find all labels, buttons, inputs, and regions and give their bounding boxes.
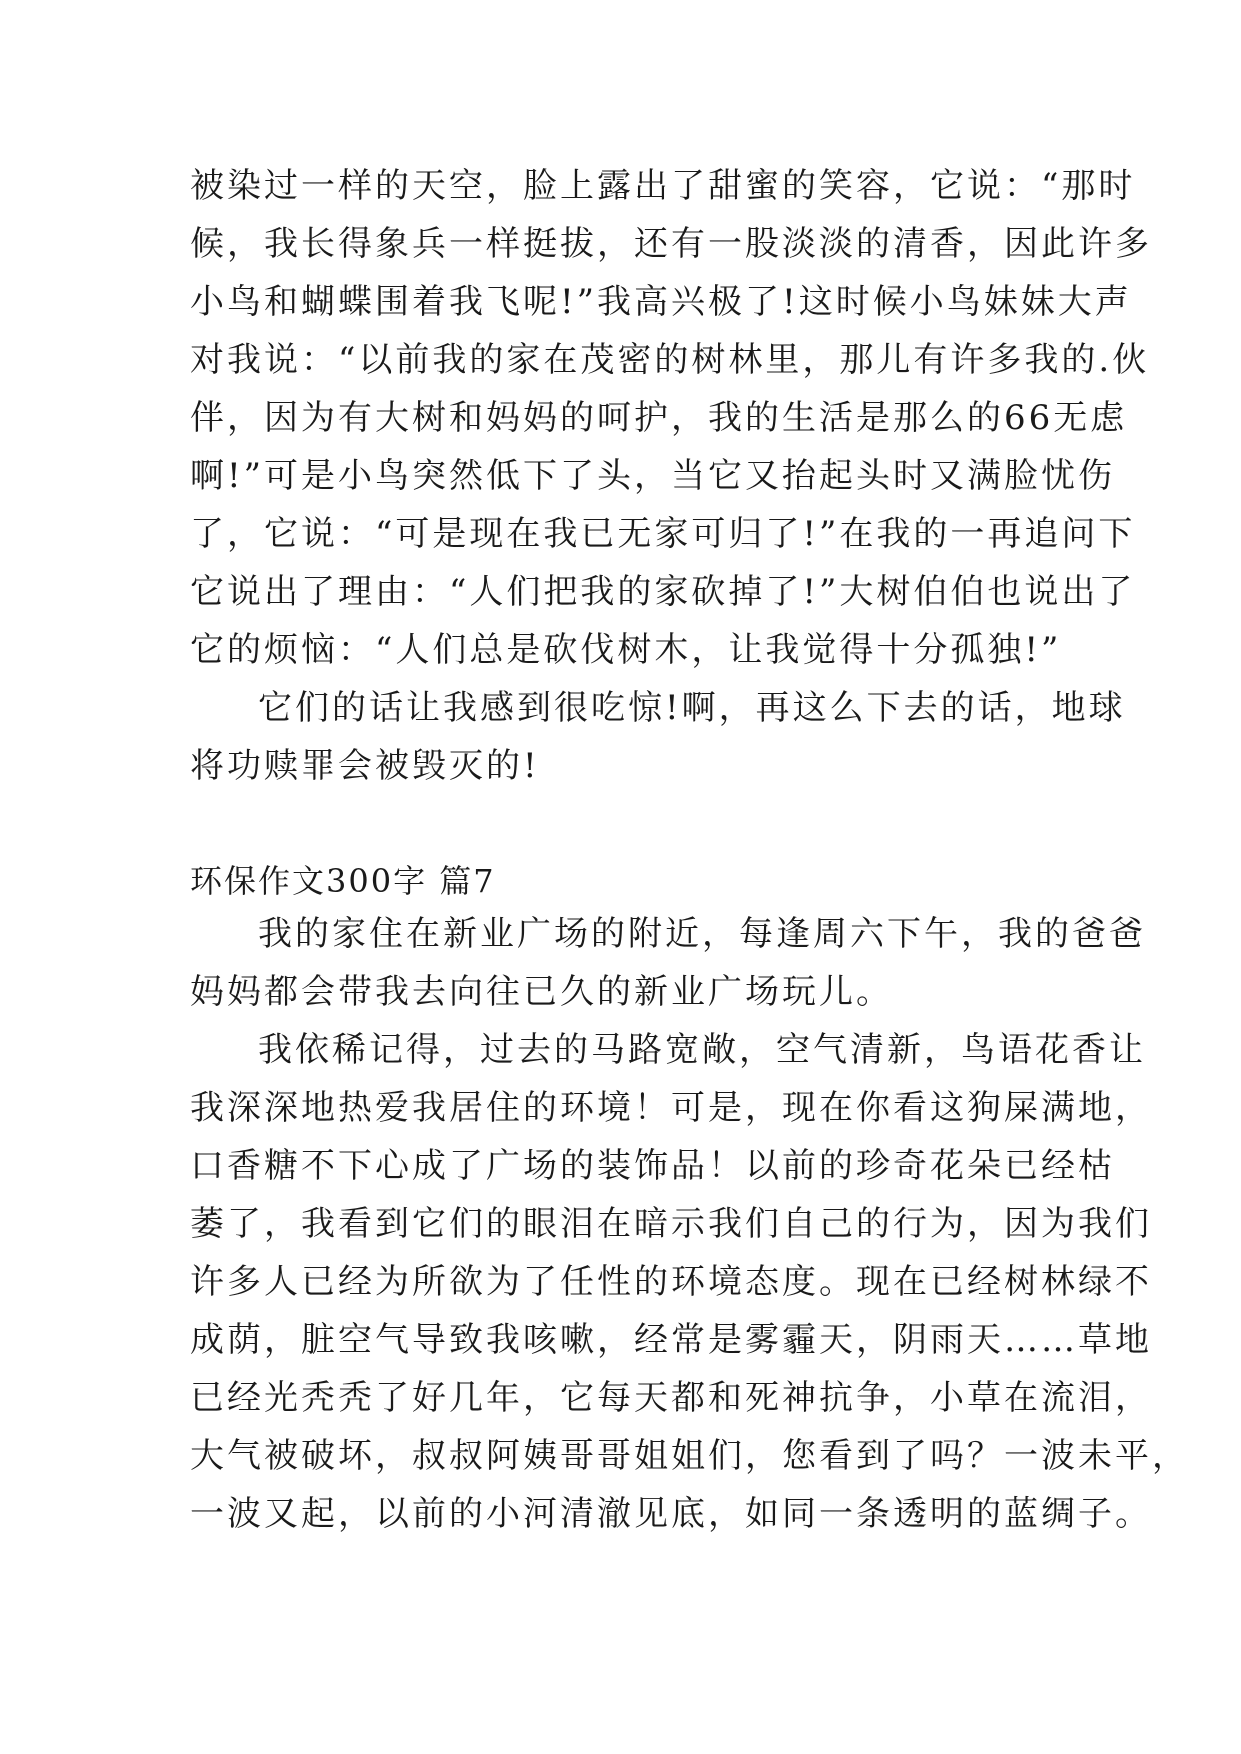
text-line: 许多人已经为所欲为了任性的环境态度。现在已经树林绿不 bbox=[190, 1262, 1152, 1302]
essay-section-1 bbox=[190, 157, 1152, 795]
text-line: 将功赎罪会被毁灭的! bbox=[190, 746, 540, 786]
text-line: 成荫，脏空气导致我咳嗽，经常是雾霾天，阴雨天……草地 bbox=[190, 1320, 1152, 1360]
text-line: 一波又起，以前的小河清澈见底，如同一条透明的蓝绸子。 bbox=[190, 1494, 1152, 1534]
text-line: 小鸟和蝴蝶围着我飞呢!”我高兴极了!这时候小鸟妹妹大声 bbox=[190, 282, 1132, 322]
text-line: 啊!”可是小鸟突然低下了头，当它又抬起头时又满脸忧伤 bbox=[190, 456, 1116, 496]
section-heading-text: 环保作文300字 篇7 bbox=[190, 862, 496, 900]
paragraph-start-line: 它们的话让我感到很吃惊!啊，再这么下去的话，地球 bbox=[258, 688, 1126, 728]
text-line: 它说出了理由：“人们把我的家砍掉了!”大树伯伯也说出了 bbox=[190, 572, 1136, 612]
essay-section-2 bbox=[190, 905, 1189, 1543]
text-line: 已经光秃秃了好几年，它每天都和死神抗争，小草在流泪， bbox=[190, 1378, 1152, 1418]
text-line: 伴，因为有大树和妈妈的呵护，我的生活是那么的66无虑 bbox=[190, 398, 1128, 438]
text-line: 它的烦恼：“人们总是砍伐树木，让我觉得十分孤独!” bbox=[190, 630, 1062, 670]
text-line: 口香糖不下心成了广场的装饰品！以前的珍奇花朵已经枯 bbox=[190, 1146, 1115, 1186]
text-line: 大气被破坏，叔叔阿姨哥哥姐姐们，您看到了吗？一波未平， bbox=[190, 1436, 1189, 1476]
text-line: 候，我长得象兵一样挺拔，还有一股淡淡的清香，因此许多 bbox=[190, 224, 1152, 264]
paragraph-start-line: 我的家住在新业广场的附近，每逢周六下午，我的爸爸 bbox=[258, 914, 1146, 954]
section-heading bbox=[190, 852, 1070, 910]
text-line: 萎了，我看到它们的眼泪在暗示我们自己的行为，因为我们 bbox=[190, 1204, 1152, 1244]
text-line: 妈妈都会带我去向往已久的新业广场玩儿。 bbox=[190, 972, 893, 1012]
text-line: 了，它说：“可是现在我已无家可归了!”在我的一再追问下 bbox=[190, 514, 1136, 554]
text-line: 被染过一样的天空，脸上露出了甜蜜的笑容，它说：“那时 bbox=[190, 166, 1136, 206]
text-line: 我深深地热爱我居住的环境！可是，现在你看这狗屎满地， bbox=[190, 1088, 1152, 1128]
text-line: 对我说：“以前我的家在茂密的树林里，那儿有许多我的.伙 bbox=[190, 340, 1150, 380]
paragraph-start-line: 我依稀记得，过去的马路宽敞，空气清新，鸟语花香让 bbox=[258, 1030, 1146, 1070]
